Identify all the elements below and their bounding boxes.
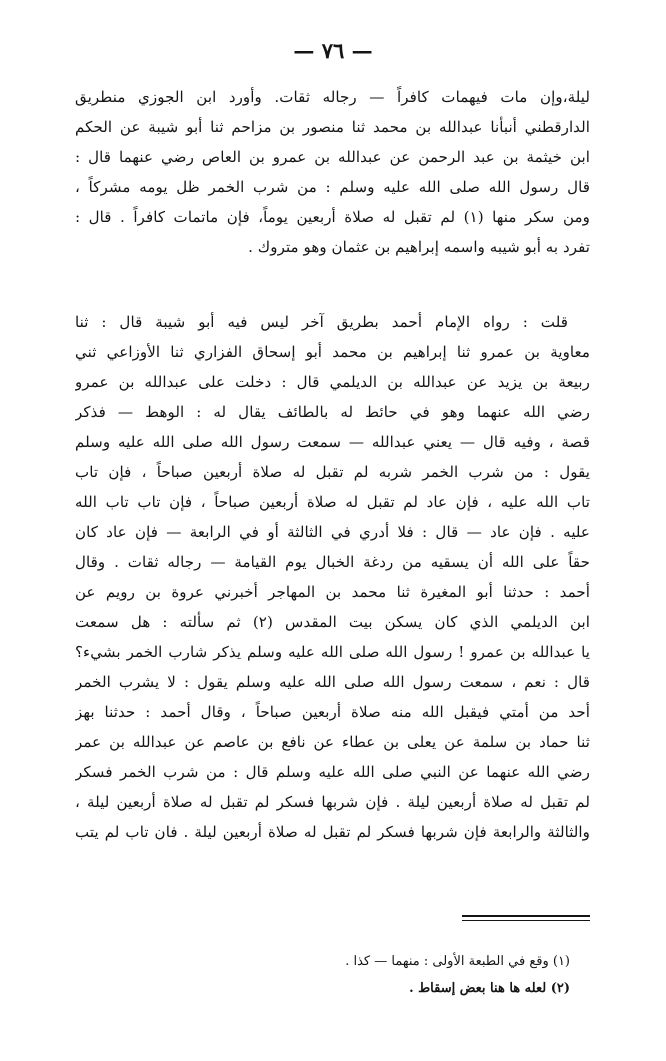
footnote-separator: [462, 915, 590, 917]
text-line: يقول : من شرب الخمر شربه لم تقبل له صلاة أربعين صباحاً ، فإن تاب: [75, 463, 590, 481]
text-line: رضي الله عنهما عن النبي صلى الله عليه وسلم قال : من شرب الخمر فسكر: [75, 763, 590, 781]
text-line: أحد من أمتي فيقبل الله منه صلاة أربعين صباحاً ، وقال أحمد : حدثنا بهز: [75, 703, 590, 721]
text-line: تاب الله عليه ، فإن عاد لم تقبل له صلاة أربعين صباحاً ، فإن تاب تاب الله: [75, 493, 590, 511]
footnote-separator-thin: [462, 920, 590, 921]
text-line: معاوية بن عمرو ثنا إبراهيم بن محمد أبو إسحاق الفزاري ثنا الأوزاعي ثني: [75, 343, 590, 361]
text-line: والثالثة والرابعة فإن شربها فسكر لم تقبل له صلاة أربعين ليلة . فان تاب لم يتب: [75, 823, 590, 841]
text-line: تفرد به أبو شيبه واسمه إبراهيم بن عثمان وهو متروك .: [248, 238, 590, 256]
text-line: ابن خيثمة بن عبد الرحمن عن عبدالله بن عمرو بن العاص رضي عنهما قال :: [75, 148, 590, 166]
paragraph-2: [75, 307, 590, 847]
text-line: أحمد : حدثنا أبو المغيرة ثنا محمد بن المهاجر أخبرني عروة بن رويم عن: [75, 583, 590, 601]
text-line: ربيعة بن يزيد عن عبدالله بن الديلمي قال : دخلت على عبدالله بن عمرو: [75, 373, 590, 391]
footnotes: [76, 948, 570, 1002]
text-line: قلت : رواه الإمام أحمد بطريق آخر ليس فيه أبو شيبة قال : ثنا: [75, 313, 568, 331]
text-line: ابن الديلمي الذي كان يسكن بيت المقدس (٢) ثم سألته : هل سمعت: [75, 613, 590, 631]
text-line: ليلة،وإن مات فيهمات كافراً — رجاله ثقات. وأورد ابن الجوزي منطريق: [75, 88, 590, 106]
paragraph-1: [75, 82, 590, 262]
footnote-1: (١) وقع في الطبعة الأولى : منهما — كذا .: [345, 954, 570, 969]
page-number: — ٧٦ —: [293, 38, 373, 63]
text-line: لم تقبل له صلاة أربعين ليلة . فإن شربها فسكر لم تقبل له صلاة أربعين ليلة ،: [75, 793, 590, 811]
text-line: قال رسول الله صلى الله عليه وسلم : من شرب الخمر ظل يومه مشركاً ،: [75, 178, 590, 196]
text-line: قصة ، وفيه قال — يعني عبدالله — سمعت رسول الله صلى الله عليه وسلم: [75, 433, 590, 451]
footnote-2: (٢) لعله ها هنا بعض إسقاط .: [409, 981, 570, 996]
text-line: الدارقطني أنبأنا عبدالله بن محمد ثنا منصور بن مزاحم ثنا أبو شيبة عن الحكم: [75, 118, 590, 136]
text-line: ومن سكر منها (١) لم تقبل له صلاة أربعين يوماً، فإن ماتمات كافراً . قال :: [75, 208, 590, 226]
text-line: عليه . فإن عاد — قال : فلا أدري في الثالثة أو في الرابعة — فإن عاد كان: [75, 523, 590, 541]
text-line: ثنا حماد بن سلمة عن يعلى بن عطاء عن نافع بن عاصم عن عبدالله بن عمر: [75, 733, 590, 751]
text-line: حقاً على الله أن يسقيه من ردغة الخبال يوم القيامة — رجاله ثقات . وقال: [75, 553, 590, 571]
text-line: يا عبدالله بن عمرو ! رسول الله صلى الله عليه وسلم يذكر شارب الخمر بشيء؟: [75, 643, 590, 661]
text-line: قال : نعم ، سمعت رسول الله صلى الله عليه وسلم يقول : لا يشرب الخمر: [75, 673, 590, 691]
text-line: رضي الله عنهما وهو في حائط له بالطائف يقال له : الوهط — فذكر: [75, 403, 590, 421]
